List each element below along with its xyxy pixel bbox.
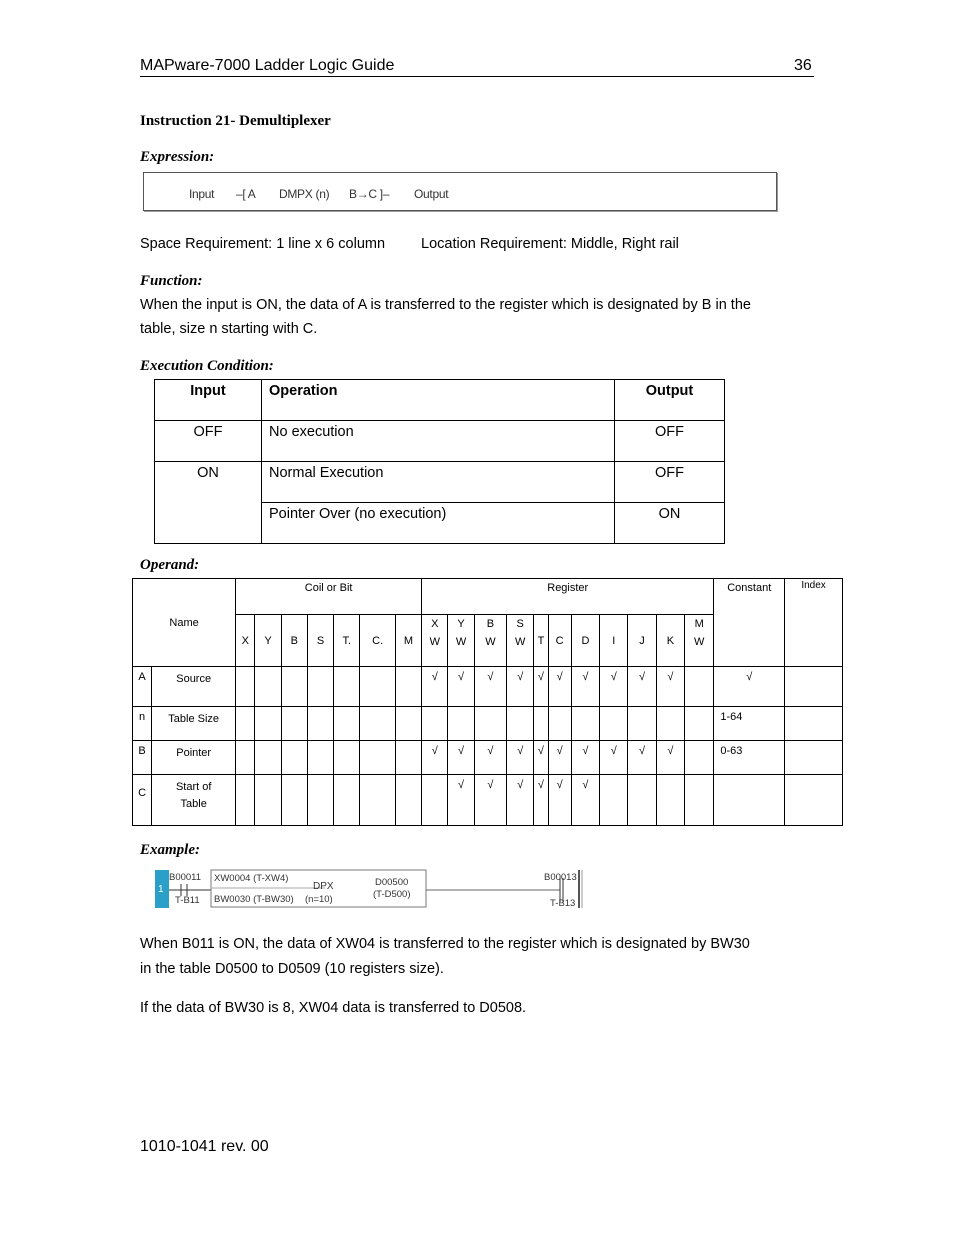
operand-coil-cell — [395, 775, 421, 826]
operand-name — [152, 707, 236, 741]
operand-constant-cell: 0-63 — [714, 741, 785, 775]
operand-register-col-header — [474, 615, 506, 667]
operand-register-col-suffix: W — [693, 636, 705, 648]
operand-register-col-header — [448, 615, 474, 667]
execution-header-operation: Operation — [262, 380, 615, 421]
expression-input: Input — [189, 187, 215, 201]
execution-input-cell: OFF — [155, 421, 262, 462]
execution-output-cell: OFF — [615, 421, 725, 462]
operand-register-col-header: J — [628, 615, 656, 667]
operand-register-cell: √ — [422, 667, 448, 707]
operand-coil-cell — [281, 707, 307, 741]
operand-row — [133, 741, 843, 775]
operand-register-cell — [422, 707, 448, 741]
expression-operand-bc: B→C ]– — [349, 187, 390, 201]
operand-coil-cell — [360, 775, 395, 826]
operand-register-cell — [474, 707, 506, 741]
operand-coil-cell — [255, 775, 281, 826]
operand-coil-cell — [334, 667, 360, 707]
instruction-title: Instruction 21- Demultiplexer — [140, 113, 331, 129]
operand-coil-cell — [236, 707, 255, 741]
execution-heading: Execution Condition: — [140, 358, 274, 374]
operand-coil-cell — [334, 741, 360, 775]
operand-index-cell — [785, 707, 843, 741]
operand-register-col-suffix: W — [515, 636, 526, 648]
operand-group-row — [133, 579, 843, 615]
execution-row — [155, 462, 725, 503]
operand-name-header: Name — [133, 579, 236, 667]
operand-constant-cell: √ — [714, 667, 785, 707]
execution-output-cell: OFF — [615, 462, 725, 503]
operand-register-col-header: I — [600, 615, 628, 667]
operand-coil-cell — [255, 667, 281, 707]
document-title: MAPware-7000 Ladder Logic Guide — [140, 57, 395, 74]
operand-register-cell — [685, 775, 714, 826]
operand-register-cell — [571, 707, 599, 741]
operand-register-cell: √ — [628, 741, 656, 775]
execution-operation-cell: Pointer Over (no execution) — [262, 503, 615, 544]
operand-coil-cell — [360, 667, 395, 707]
operand-heading: Operand: — [140, 557, 200, 573]
operand-register-col-letter: X — [431, 618, 439, 630]
operand-register-cell: √ — [507, 741, 534, 775]
rung-number: 1 — [158, 884, 164, 895]
operand-register-cell — [422, 775, 448, 826]
operand-register-col-header — [507, 615, 534, 667]
operand-coil-col-header: M — [395, 615, 421, 667]
operand-register-cell: √ — [571, 741, 599, 775]
operand-letter: A — [133, 667, 152, 707]
execution-output-cell: ON — [615, 503, 725, 544]
operand-coil-cell — [395, 667, 421, 707]
function-heading: Function: — [140, 273, 203, 289]
operand-row — [133, 707, 843, 741]
operand-register-col-header — [685, 615, 714, 667]
expression-output: Output — [414, 187, 449, 201]
operand-index-header: Index — [785, 579, 843, 667]
operand-letter: n — [133, 707, 152, 741]
operand-a-label: XW0004 (T-XW4) — [214, 873, 289, 884]
example-heading: Example: — [140, 842, 200, 858]
space-requirement: Space Requirement: 1 line x 6 column — [140, 236, 386, 252]
operand-register-cell: √ — [656, 741, 684, 775]
operand-name — [152, 667, 236, 707]
operand-coil-cell — [360, 707, 395, 741]
ladder-diagram — [155, 868, 585, 910]
operand-register-cell — [656, 775, 684, 826]
operand-register-col-header — [422, 615, 448, 667]
operand-index-cell — [785, 667, 843, 707]
operand-coil-cell — [281, 667, 307, 707]
operand-coil-cell — [334, 707, 360, 741]
operand-b-label: BW0030 (T-BW30) — [214, 894, 294, 905]
size-n-label: (n=10) — [305, 894, 333, 905]
header-rule — [140, 76, 814, 77]
expression-heading: Expression: — [140, 149, 215, 165]
operand-letter: C — [133, 775, 152, 826]
execution-row — [155, 421, 725, 462]
operand-register-cell: √ — [534, 775, 548, 826]
operand-coil-col-header: C. — [360, 615, 395, 667]
operand-register-cell: √ — [571, 775, 599, 826]
operand-coil-cell — [307, 707, 333, 741]
operand-c-tag: (T-D500) — [373, 889, 411, 900]
operand-name-line: Table — [180, 798, 207, 810]
operand-register-cell: √ — [507, 775, 534, 826]
expression-function: DMPX (n) — [279, 187, 330, 201]
operand-coil-cell — [334, 775, 360, 826]
operand-register-cell: √ — [448, 667, 474, 707]
operand-register-col-header: D — [571, 615, 599, 667]
location-requirement: Location Requirement: Middle, Right rail — [421, 236, 679, 252]
operand-constant-cell: 1-64 — [714, 707, 785, 741]
operand-register-cell: √ — [548, 667, 571, 707]
operand-register-cell — [656, 707, 684, 741]
operand-register-cell — [628, 707, 656, 741]
operand-name-line: Pointer — [176, 747, 212, 759]
execution-input-cell: ON — [155, 462, 262, 544]
operand-coil-col-header: X — [236, 615, 255, 667]
operand-coil-cell — [255, 707, 281, 741]
operand-group-coil: Coil or Bit — [236, 579, 422, 615]
operand-register-cell — [534, 707, 548, 741]
operand-coil-cell — [307, 667, 333, 707]
operand-register-cell — [448, 707, 474, 741]
operand-coil-col-header: Y — [255, 615, 281, 667]
contact-bottom-label: T-B11 — [175, 895, 200, 906]
operand-register-cell: √ — [628, 667, 656, 707]
operand-coil-cell — [236, 775, 255, 826]
operand-register-col-letter: Y — [457, 618, 465, 630]
execution-operation-cell: No execution — [262, 421, 615, 462]
operand-group-register: Register — [422, 579, 714, 615]
operand-register-cell — [628, 775, 656, 826]
operand-register-cell: √ — [548, 775, 571, 826]
operand-constant-header: Constant — [714, 579, 785, 667]
operand-register-cell: √ — [534, 741, 548, 775]
operand-name-line: Start of — [175, 781, 212, 793]
operand-register-col-letter: S — [516, 618, 524, 630]
coil-bottom-label: T-B13 — [550, 898, 576, 909]
operand-name-line: Table Size — [168, 713, 220, 725]
operand-coil-cell — [395, 707, 421, 741]
operand-register-col-header: K — [656, 615, 684, 667]
function-text-line-2: table, size n starting with C. — [140, 321, 318, 337]
operand-row — [133, 667, 843, 707]
operand-register-col-letter: B — [486, 618, 495, 630]
operand-register-cell: √ — [474, 667, 506, 707]
contact-top-label: B00011 — [169, 872, 202, 883]
operand-table — [132, 578, 843, 826]
example-desc-line-2: in the table D0500 to D0509 (10 registers size). — [140, 961, 444, 977]
operand-register-col-header: T — [534, 615, 548, 667]
operand-register-cell — [685, 707, 714, 741]
operand-coil-col-header: B — [281, 615, 307, 667]
operand-name — [152, 741, 236, 775]
operand-register-cell: √ — [507, 667, 534, 707]
operand-coil-col-header: S — [307, 615, 333, 667]
operand-register-cell: √ — [448, 741, 474, 775]
execution-header-output: Output — [615, 380, 725, 421]
operand-register-cell — [685, 741, 714, 775]
operand-register-col-header: C — [548, 615, 571, 667]
operand-register-col-suffix: W — [485, 636, 496, 648]
execution-table — [154, 379, 725, 544]
operand-register-cell: √ — [656, 667, 684, 707]
example-desc-2: If the data of BW30 is 8, XW04 data is transferred to D0508. — [140, 1000, 527, 1016]
function-text-line-1: When the input is ON, the data of A is transferred to the register which is designated by B in the — [140, 297, 751, 313]
footer-revision: 1010-1041 rev. 00 — [140, 1138, 269, 1155]
operand-coil-cell — [281, 741, 307, 775]
operand-coil-col-header: T. — [334, 615, 360, 667]
operand-register-cell: √ — [448, 775, 474, 826]
operand-index-cell — [785, 775, 843, 826]
operand-register-cell: √ — [422, 741, 448, 775]
operand-coil-cell — [360, 741, 395, 775]
execution-header-row — [155, 380, 725, 421]
operand-register-cell: √ — [600, 741, 628, 775]
function-label: DPX — [313, 881, 334, 892]
operand-register-col-suffix: W — [455, 636, 467, 648]
operand-name — [152, 775, 236, 826]
operand-register-cell — [685, 667, 714, 707]
operand-coil-cell — [281, 775, 307, 826]
operand-register-col-suffix: W — [429, 636, 440, 648]
operand-name-line: Source — [176, 673, 212, 685]
operand-index-cell — [785, 741, 843, 775]
operand-register-cell — [600, 707, 628, 741]
expression-operand-a: –[ A — [236, 187, 256, 201]
operand-register-cell: √ — [474, 741, 506, 775]
operand-c-label: D00500 — [375, 877, 409, 888]
execution-operation-cell: Normal Execution — [262, 462, 615, 503]
operand-row — [133, 775, 843, 826]
ladder-example — [155, 868, 585, 910]
operand-register-cell: √ — [474, 775, 506, 826]
operand-register-col-letter: M — [694, 618, 704, 630]
operand-letter: B — [133, 741, 152, 775]
page-number: 36 — [794, 57, 812, 74]
operand-register-cell — [507, 707, 534, 741]
operand-register-cell — [600, 775, 628, 826]
operand-register-cell: √ — [534, 667, 548, 707]
operand-register-cell: √ — [600, 667, 628, 707]
operand-coil-cell — [236, 741, 255, 775]
example-desc-line-1: When B011 is ON, the data of XW04 is transferred to the register which is designated by BW30 — [140, 936, 750, 952]
operand-coil-cell — [307, 741, 333, 775]
execution-header-input: Input — [155, 380, 262, 421]
operand-coil-cell — [395, 741, 421, 775]
operand-constant-cell — [714, 775, 785, 826]
operand-coil-cell — [307, 775, 333, 826]
operand-register-cell: √ — [571, 667, 599, 707]
operand-coil-cell — [236, 667, 255, 707]
coil-top-label: B00013 — [544, 872, 577, 883]
operand-coil-cell — [255, 741, 281, 775]
operand-register-cell: √ — [548, 741, 571, 775]
expression-box — [143, 172, 777, 211]
operand-register-cell — [548, 707, 571, 741]
